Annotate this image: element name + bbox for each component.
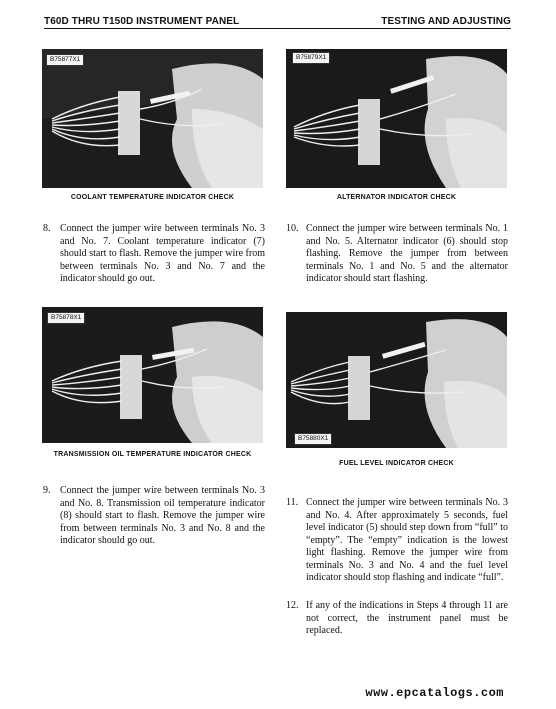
footer-watermark-url[interactable]: www.epcatalogs.com <box>365 686 504 700</box>
step-text: If any of the indications in Steps 4 through 11 are not correct, the instrument panel must be replaced. <box>306 600 508 636</box>
photo-alternator-check <box>286 49 507 188</box>
step-text: Connect the jumper wire between terminals No. 3 and No. 4. After approximately 5 seconds, fuel level indicator (5) should step down from “full” to “empty”. The “empty” indication is the lowest light flashing. Remove the jumper wire from terminals No. 3 and No. 4 and the fuel level indicator should stop flashing and indicate “full”. <box>306 497 508 583</box>
figure-caption: ALTERNATOR INDICATOR CHECK <box>336 194 457 201</box>
header-rule <box>44 28 511 29</box>
step-text: Connect the jumper wire between terminals No. 1 and No. 5. Alternator indicator (6) should stop flashing. Remove the jumper from between terminals No. 1 and No. 5 and the alternator indicator should start flashing. <box>306 223 508 284</box>
photo-id-tag: B75878X1 <box>47 312 85 324</box>
header-title: T60D THRU T150D INSTRUMENT PANEL <box>44 16 240 27</box>
hands-jumper-photo <box>286 312 507 448</box>
header-section: TESTING AND ADJUSTING <box>381 16 511 27</box>
photo-coolant-check <box>42 49 263 188</box>
figure-caption: FUEL LEVEL INDICATOR CHECK <box>339 460 454 467</box>
step-number: 12. <box>286 600 299 611</box>
step-text: Connect the jumper wire between terminals No. 3 and No. 8. Transmission oil temperature indicator (8) should start to flash. Remove the jumper wire from between terminals No. 3 and No. 8 and the indicator should go out. <box>60 485 265 546</box>
hands-jumper-photo <box>42 307 263 443</box>
step-number: 11. <box>286 497 299 508</box>
photo-fuel-level-check <box>286 312 507 448</box>
step-number: 9. <box>43 485 51 496</box>
figure-caption: COOLANT TEMPERATURE INDICATOR CHECK <box>70 194 235 201</box>
photo-id-tag: B75877X1 <box>46 54 84 66</box>
step-number: 10. <box>286 223 299 234</box>
step-number: 8. <box>43 223 51 234</box>
figure-caption: TRANSMISSION OIL TEMPERATURE INDICATOR CHECK <box>53 451 252 458</box>
photo-id-tag: B75879X1 <box>292 52 330 64</box>
photo-id-tag: B75880X1 <box>294 433 332 445</box>
hands-jumper-photo <box>286 49 507 188</box>
hands-jumper-photo <box>42 49 263 188</box>
photo-transmission-check <box>42 307 263 443</box>
step-text: Connect the jumper wire between terminals No. 3 and No. 7. Coolant temperature indicator (7) should start to flash. Remove the jumper wire from between terminals No. 3 and No. 7 and the indicator should go out. <box>60 223 265 284</box>
